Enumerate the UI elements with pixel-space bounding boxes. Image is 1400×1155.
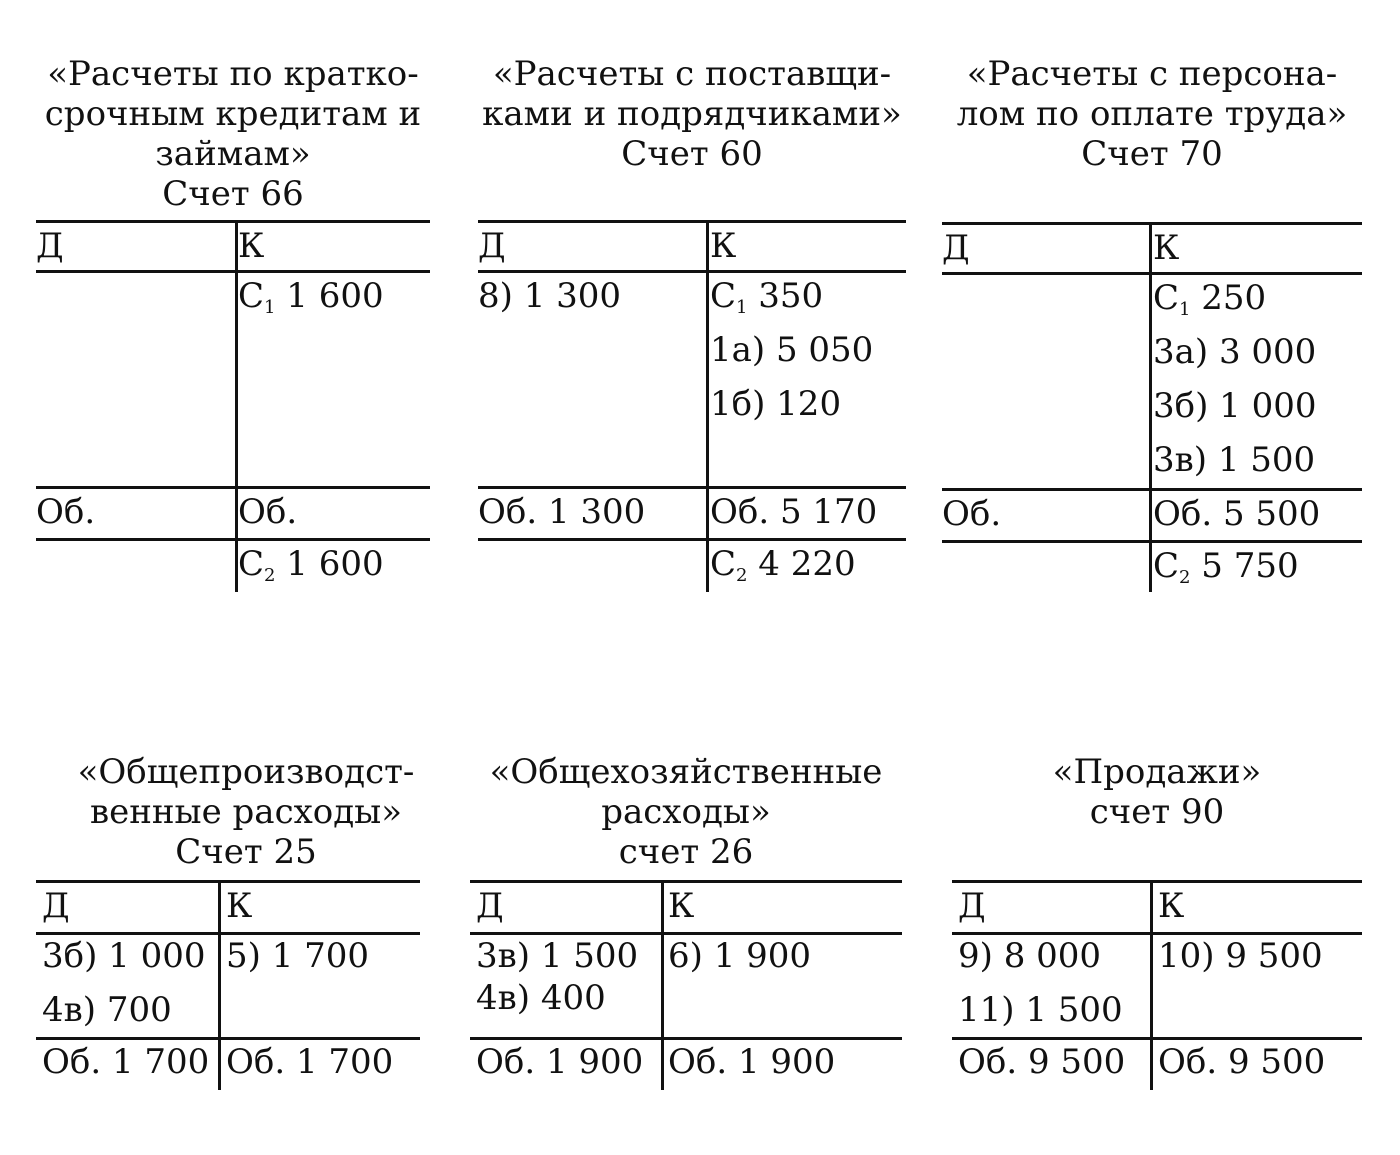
credit-turnover: Об. 1 900 [668,1042,836,1082]
center-divider [661,880,664,1090]
debit-header: Д [36,226,64,266]
top-rule [470,880,902,883]
debit-header: Д [942,228,970,268]
title-line: «Расчеты по кратко- [47,54,419,94]
title-line: расходы» [601,792,771,832]
title-line: Счет 66 [162,174,304,214]
debit-turnover: Об. 1 700 [42,1042,210,1082]
header-rule [36,932,420,935]
credit-turnover: Об. 9 500 [1158,1042,1326,1082]
debit-entry: 11) 1 500 [958,990,1123,1030]
title-line: «Общепроизводст- [77,752,415,792]
opening-balance: $С_1$ 250 [1153,278,1267,320]
credit-turnover: Об. 5 500 [1153,494,1321,534]
account-90 [952,0,1362,1100]
credit-entry: 6) 1 900 [668,936,812,976]
account-title [470,752,902,872]
turnover-rule [470,1037,902,1040]
credit-header: К [1153,228,1180,268]
credit-entry: 3в) 1 500 [1153,440,1316,480]
debit-header: Д [42,886,70,926]
credit-turnover: Об. 1 700 [226,1042,394,1082]
turnover-rule [952,1037,1362,1040]
title-line: Счет 25 [175,832,317,872]
debit-turnover: Об. [36,492,96,532]
credit-entry: 1а) 5 050 [710,330,874,370]
title-line: счет 26 [618,832,754,872]
debit-entry: 3б) 1 000 [42,936,206,976]
debit-entry: 4в) 400 [476,978,606,1018]
center-divider [218,880,221,1090]
debit-header: Д [958,886,986,926]
top-rule [952,880,1362,883]
credit-header: К [226,886,253,926]
credit-turnover: Об. 5 170 [710,492,878,532]
title-line: венные расходы» [89,792,403,832]
turnover-rule [36,1037,420,1040]
debit-entry: 9) 8 000 [958,936,1102,976]
credit-turnover: Об. [238,492,298,532]
credit-header: К [710,226,737,266]
opening-balance: $С_1$ 1 600 [238,276,384,318]
debit-turnover: Об. [942,494,1002,534]
account-26 [470,0,902,1100]
debit-turnover: Об. 1 900 [476,1042,644,1082]
credit-entry: 5) 1 700 [226,936,370,976]
credit-header: К [668,886,695,926]
closing-balance: $С_2$ 4 220 [710,544,856,586]
title-line: Счет 60 [621,134,763,174]
header-rule [470,932,902,935]
closing-balance: $С_2$ 1 600 [238,544,384,586]
debit-header: Д [476,886,504,926]
title-line: «Общехозяйственные [489,752,883,792]
title-line: «Расчеты с персона- [966,54,1338,94]
title-line: «Расчеты с поставщи- [492,54,892,94]
debit-turnover: Об. 9 500 [958,1042,1126,1082]
account-title [36,752,456,872]
title-line: ками и подрядчиками» [482,94,902,134]
center-divider [1150,880,1153,1090]
title-line: счет 90 [1089,792,1225,832]
credit-entry: 10) 9 500 [1158,936,1323,976]
debit-entry: 4в) 700 [42,990,172,1030]
debit-header: Д [478,226,506,266]
account-25 [36,0,420,1100]
account-title [952,752,1362,832]
credit-entry: 3б) 1 000 [1153,386,1317,426]
title-line: «Продажи» [1052,752,1262,792]
credit-entry: 3а) 3 000 [1153,332,1317,372]
opening-balance: $С_1$ 350 [710,276,824,318]
debit-entry: 3в) 1 500 [476,936,639,976]
closing-balance: $С_2$ 5 750 [1153,546,1299,588]
top-rule [36,880,420,883]
title-line: срочным кредитам и [44,94,422,134]
debit-turnover: Об. 1 300 [478,492,646,532]
title-line: займам» [155,134,311,174]
title-line: лом по оплате труда» [956,94,1348,134]
credit-header: К [1158,886,1185,926]
credit-entry: 1б) 120 [710,384,842,424]
header-rule [952,932,1362,935]
debit-entry: 8) 1 300 [478,276,622,316]
credit-header: К [238,226,265,266]
title-line: Счет 70 [1081,134,1223,174]
